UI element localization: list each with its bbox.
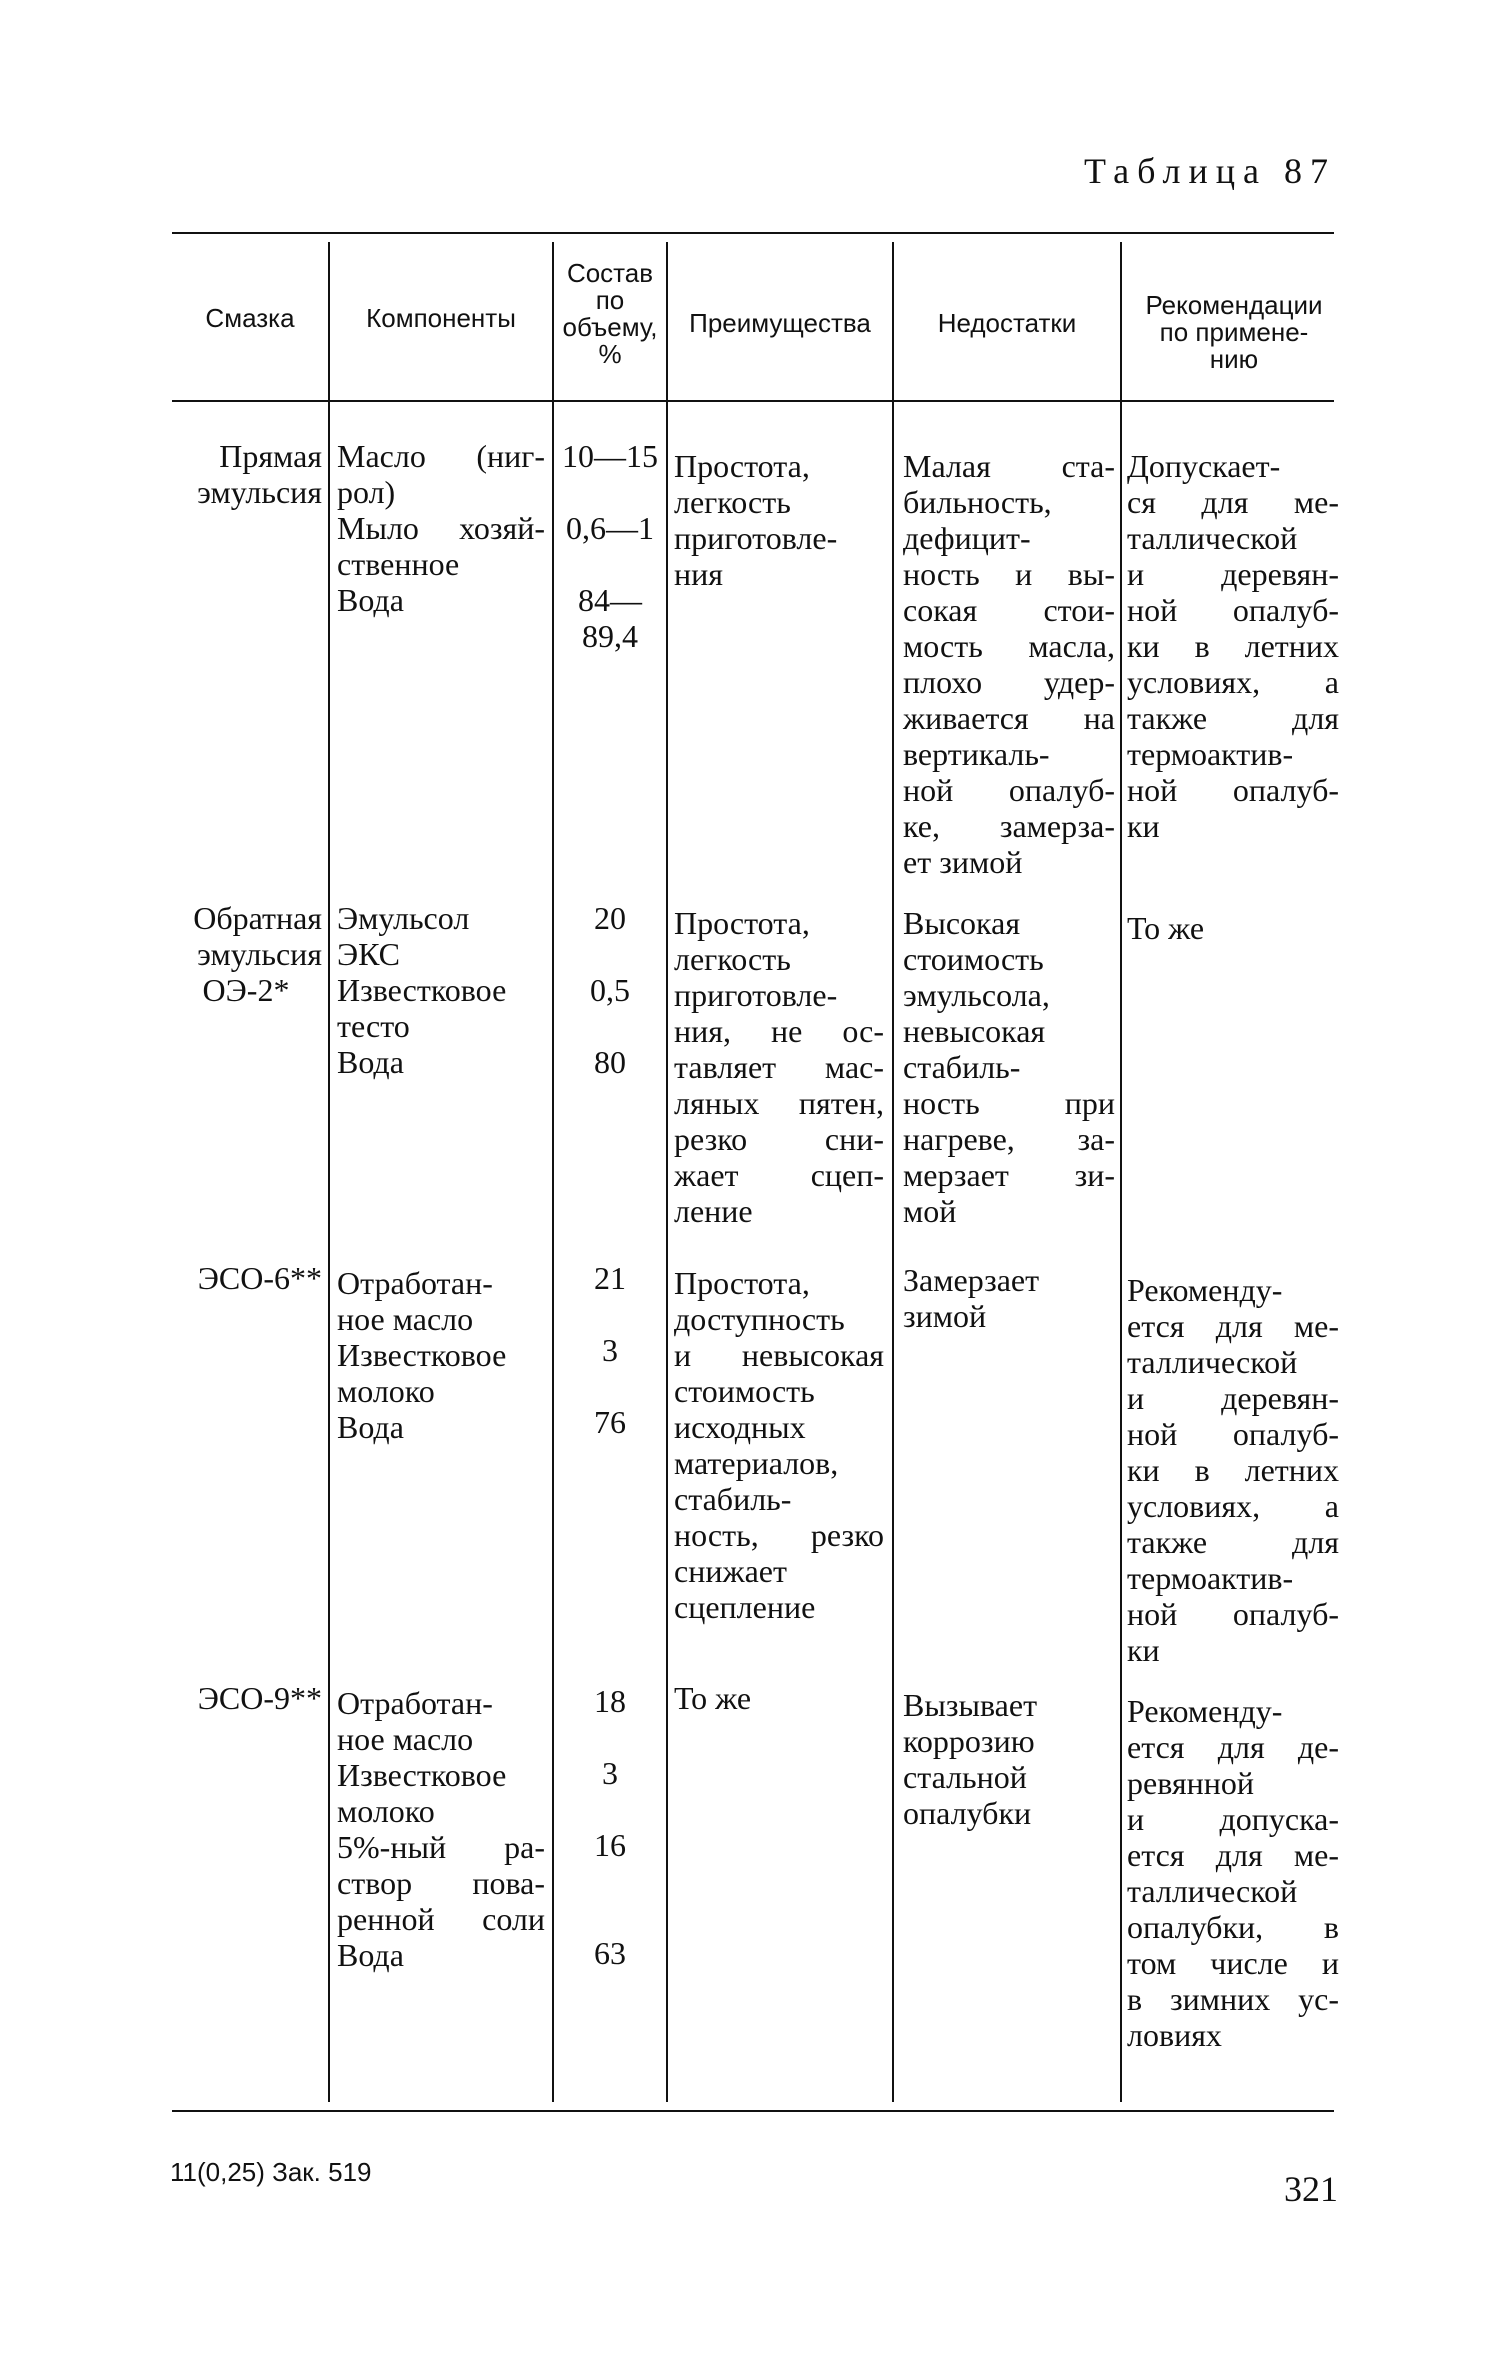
- advantage-line: стабиль-: [674, 1481, 792, 1517]
- advantage-line: приготовле-: [674, 520, 838, 556]
- recommendation-line: термоактив-: [1127, 736, 1294, 772]
- header-recommendations-line: Рекомендации: [1145, 290, 1323, 320]
- header-composition-line: объему,: [562, 312, 658, 342]
- row-recommendations: [1127, 448, 1339, 844]
- advantage-line: ния, не ос-: [674, 1013, 884, 1049]
- row-values: [553, 1260, 667, 1440]
- recommendation-line: условиях, а: [1127, 1488, 1339, 1524]
- page-number: 321: [1284, 2169, 1338, 2209]
- disadvantage-line: бильность,: [903, 484, 1052, 520]
- advantage-line: исходных: [674, 1409, 806, 1445]
- recommendation-line: также для: [1127, 1524, 1339, 1560]
- advantage-line: ность, резко: [674, 1517, 884, 1553]
- recommendation-line: ется для ме-: [1127, 1837, 1339, 1873]
- row-name-line: Прямая: [219, 438, 322, 474]
- disadvantage-line: мость масла,: [903, 628, 1115, 664]
- row-name-line: ЭСО-9**: [197, 1680, 322, 1716]
- recommendation-line: Рекоменду-: [1127, 1693, 1283, 1729]
- disadvantage-line: сокая стои-: [903, 592, 1115, 628]
- advantage-line: легкость: [674, 484, 791, 520]
- advantage-line: ление: [674, 1193, 753, 1229]
- row-name-line: ЭСО-6**: [197, 1260, 322, 1296]
- recommendation-line: ки в летних: [1127, 628, 1339, 664]
- row-values: [553, 900, 667, 1080]
- recommendation-line: ревянной: [1127, 1765, 1254, 1801]
- component-line: Вода: [337, 582, 404, 618]
- advantage-line: То же: [674, 1680, 752, 1716]
- recommendation-line: ки в летних: [1127, 1452, 1339, 1488]
- value-line: 76: [594, 1404, 626, 1440]
- row-values: [553, 438, 667, 654]
- value-line: 3: [602, 1755, 618, 1791]
- advantage-line: стоимость: [674, 1373, 815, 1409]
- component-line: ное масло: [337, 1301, 474, 1337]
- table-title: Таблица 87: [1084, 151, 1336, 191]
- disadvantage-line: ной опалуб-: [903, 772, 1115, 808]
- recommendation-line: том числе и: [1127, 1945, 1339, 1981]
- disadvantage-line: ке, замерза-: [903, 808, 1115, 844]
- row-name: [170, 438, 322, 510]
- row-disadvantages: [903, 1262, 1115, 1334]
- disadvantage-line: плохо удер-: [903, 664, 1115, 700]
- row-advantages: [674, 1265, 884, 1625]
- advantage-line: тавляет мас-: [674, 1049, 884, 1085]
- disadvantage-line: вертикаль-: [903, 736, 1050, 772]
- row-name: [170, 1260, 322, 1296]
- header-composition: [554, 260, 666, 368]
- recommendation-line: таллической: [1127, 1344, 1298, 1380]
- value-line: 16: [594, 1827, 626, 1863]
- disadvantage-line: мерзает зи-: [903, 1157, 1115, 1193]
- component-line: Вода: [337, 1937, 404, 1973]
- row-name: [170, 900, 322, 1008]
- row-advantages: [674, 905, 884, 1229]
- disadvantage-line: невысокая: [903, 1013, 1046, 1049]
- value-line: 63: [594, 1935, 626, 1971]
- disadvantage-line: ет зимой: [903, 844, 1023, 880]
- component-line: Отработан-: [337, 1685, 493, 1721]
- header-composition-line: Состав: [566, 258, 654, 288]
- recommendation-line: То же: [1127, 910, 1205, 946]
- component-line: Эмульсол: [337, 900, 470, 936]
- recommendation-line: таллической: [1127, 1873, 1298, 1909]
- value-line: 0,6—1: [566, 510, 654, 546]
- component-line: Известковое: [337, 1757, 507, 1793]
- header-composition-line: по: [595, 285, 625, 315]
- advantage-line: ляных пятен,: [674, 1085, 884, 1121]
- value-line: 18: [594, 1683, 626, 1719]
- disadvantage-line: Вызывает: [903, 1687, 1038, 1723]
- recommendation-line: термоактив-: [1127, 1560, 1294, 1596]
- value-line: 80: [594, 1044, 626, 1080]
- component-line: ЭКС: [337, 936, 401, 972]
- row-disadvantages: [903, 448, 1115, 880]
- recommendation-line: и допуска-: [1127, 1801, 1339, 1837]
- component-line: молоко: [337, 1793, 435, 1829]
- row-advantages: [674, 448, 884, 592]
- value-line: 10—15: [562, 438, 658, 474]
- print-mark: 11(0,25) Зак. 519: [170, 2157, 372, 2187]
- value-line: 21: [594, 1260, 626, 1296]
- disadvantage-line: дефицит-: [903, 520, 1031, 556]
- recommendation-line: ется для де-: [1127, 1729, 1339, 1765]
- header-bottom-rule: [172, 400, 1334, 402]
- recommendation-line: в зимних ус-: [1127, 1981, 1339, 2017]
- column-divider: [892, 242, 894, 2102]
- recommendation-line: условиях, а: [1127, 664, 1339, 700]
- advantage-line: сцепление: [674, 1589, 816, 1625]
- recommendation-line: ной опалуб-: [1127, 772, 1339, 808]
- header-recommendations: [1124, 292, 1344, 373]
- row-values: [553, 1683, 667, 1971]
- advantage-line: резко сни-: [674, 1121, 884, 1157]
- recommendation-line: и деревян-: [1127, 556, 1339, 592]
- header-composition-line: %: [598, 339, 622, 369]
- value-line: 20: [594, 900, 626, 936]
- recommendation-line: ловиях: [1127, 2017, 1222, 2053]
- row-components: [337, 900, 545, 1080]
- advantage-line: снижает: [674, 1553, 787, 1589]
- component-line: ренной соли: [337, 1901, 545, 1937]
- disadvantage-line: нагреве, за-: [903, 1121, 1115, 1157]
- recommendation-line: ной опалуб-: [1127, 1596, 1339, 1632]
- recommendation-line: ся для ме-: [1127, 484, 1339, 520]
- disadvantage-line: коррозию: [903, 1723, 1035, 1759]
- disadvantage-line: живается на: [903, 700, 1115, 736]
- advantage-line: жает сцеп-: [674, 1157, 884, 1193]
- component-line: рол): [337, 474, 396, 510]
- component-line: створ пова-: [337, 1865, 545, 1901]
- disadvantage-line: опалубки: [903, 1795, 1032, 1831]
- component-line: Известковое: [337, 1337, 507, 1373]
- row-name-line: эмульсия: [197, 474, 322, 510]
- disadvantage-line: Высокая: [903, 905, 1021, 941]
- component-line: Вода: [337, 1409, 404, 1445]
- row-recommendations: [1127, 1693, 1339, 2053]
- row-recommendations: [1127, 1272, 1339, 1668]
- advantage-line: Простота,: [674, 905, 810, 941]
- row-disadvantages: [903, 905, 1115, 1229]
- advantage-line: Простота,: [674, 448, 810, 484]
- row-advantages: [674, 1680, 884, 1716]
- value-line: 84—: [578, 582, 642, 618]
- disadvantage-line: стальной: [903, 1759, 1027, 1795]
- header-recommendations-line: по примене-: [1159, 317, 1309, 347]
- table-top-rule: [172, 232, 1334, 234]
- component-line: Мыло хозяй-: [337, 510, 545, 546]
- recommendation-line: ной опалуб-: [1127, 1416, 1339, 1452]
- disadvantage-line: зимой: [903, 1298, 987, 1334]
- row-name-line: эмульсия: [197, 936, 322, 972]
- row-name-line: ОЭ-2*: [202, 972, 290, 1008]
- header-disadvantages: Недостатки: [937, 308, 1077, 338]
- disadvantage-line: стоимость: [903, 941, 1044, 977]
- disadvantage-line: Замерзает: [903, 1262, 1040, 1298]
- row-components: [337, 1685, 545, 1973]
- recommendation-line: также для: [1127, 700, 1339, 736]
- advantage-line: приготовле-: [674, 977, 838, 1013]
- recommendation-line: ется для ме-: [1127, 1308, 1339, 1344]
- disadvantage-line: стабиль-: [903, 1049, 1021, 1085]
- recommendation-line: и деревян-: [1127, 1380, 1339, 1416]
- component-line: ное масло: [337, 1721, 474, 1757]
- value-line: 0,5: [590, 972, 630, 1008]
- disadvantage-line: ность при: [903, 1085, 1115, 1121]
- header-lubricant: Смазка: [205, 303, 295, 333]
- row-name-line: Обратная: [193, 900, 322, 936]
- recommendation-line: Рекоменду-: [1127, 1272, 1283, 1308]
- component-line: молоко: [337, 1373, 435, 1409]
- header-components: Компоненты: [366, 303, 516, 333]
- component-line: Отработан-: [337, 1265, 493, 1301]
- recommendation-line: Допускает-: [1127, 448, 1281, 484]
- disadvantage-line: ность и вы-: [903, 556, 1115, 592]
- advantage-line: легкость: [674, 941, 791, 977]
- disadvantage-line: Малая ста-: [903, 448, 1115, 484]
- advantage-line: материалов,: [674, 1445, 839, 1481]
- recommendation-line: таллической: [1127, 520, 1298, 556]
- component-line: Вода: [337, 1044, 404, 1080]
- advantage-line: доступность: [674, 1301, 845, 1337]
- table-bottom-rule: [172, 2110, 1334, 2112]
- disadvantage-line: мой: [903, 1193, 957, 1229]
- recommendation-line: ной опалуб-: [1127, 592, 1339, 628]
- row-recommendations: [1127, 910, 1339, 946]
- row-components: [337, 1265, 545, 1445]
- recommendation-line: ки: [1127, 808, 1160, 844]
- component-line: тесто: [337, 1008, 410, 1044]
- row-name: [170, 1680, 322, 1716]
- recommendation-line: опалубки, в: [1127, 1909, 1339, 1945]
- component-line: Известковое: [337, 972, 507, 1008]
- disadvantage-line: эмульсола,: [903, 977, 1050, 1013]
- advantage-line: ния: [674, 556, 723, 592]
- component-line: ственное: [337, 546, 460, 582]
- value-line: 3: [602, 1332, 618, 1368]
- row-disadvantages: [903, 1687, 1115, 1831]
- advantage-line: Простота,: [674, 1265, 810, 1301]
- row-components: [337, 438, 545, 618]
- column-divider: [328, 242, 330, 2102]
- advantage-line: и невысокая: [674, 1337, 884, 1373]
- recommendation-line: ки: [1127, 1632, 1160, 1668]
- component-line: 5%-ный ра-: [337, 1829, 545, 1865]
- component-line: Масло (ниг-: [337, 438, 545, 474]
- header-recommendations-line: нию: [1209, 344, 1259, 374]
- header-advantages: Преимущества: [689, 308, 871, 338]
- column-divider: [1120, 242, 1122, 2102]
- value-line: 89,4: [582, 618, 638, 654]
